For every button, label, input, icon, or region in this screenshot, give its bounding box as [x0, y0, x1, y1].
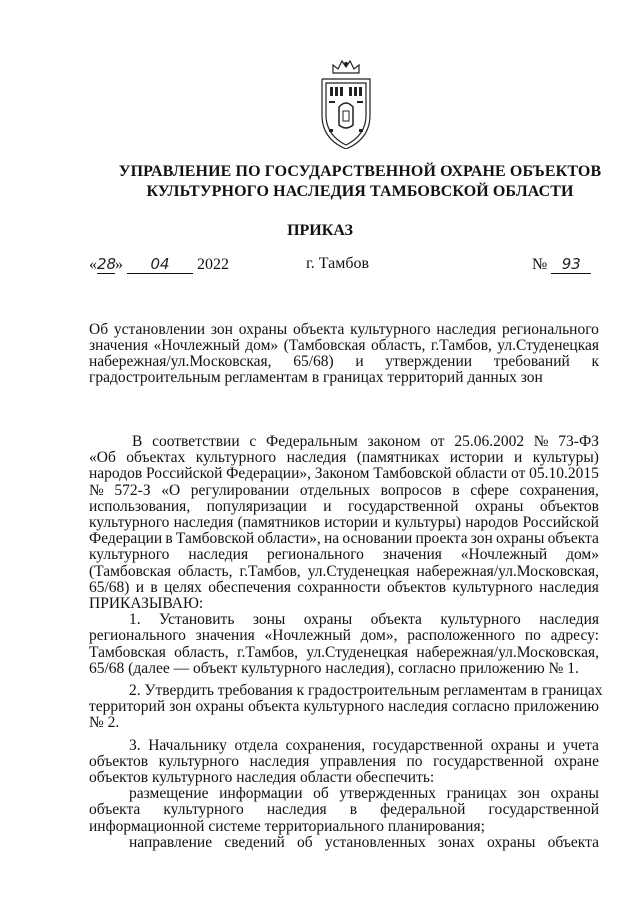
word: г.Тамбов, [430, 337, 492, 354]
word: Тамбовской [373, 465, 452, 483]
word: адресу: [550, 627, 599, 645]
text-line [89, 515, 599, 531]
word: Федеральным [265, 433, 358, 450]
word: «О [161, 481, 181, 499]
text-line: 65/68 (далее — объект культурного наследия), согласно приложению № 1. [89, 659, 579, 677]
word: область, [178, 562, 233, 580]
word: «Ночлежный [264, 627, 351, 645]
word: Федерации [89, 530, 163, 548]
word: культурного [350, 321, 431, 338]
word: наследия [286, 449, 347, 467]
word: проекта [415, 530, 468, 548]
word: охраны [238, 321, 288, 338]
word: Тамбовской [175, 530, 255, 548]
paragraph-preamble [89, 434, 599, 612]
word: регионального [502, 321, 599, 338]
word: область, [174, 643, 229, 661]
word: от [430, 433, 445, 450]
word: приложению [513, 698, 599, 716]
text-line: информационной системе территориального планирования; [89, 817, 485, 835]
order-number [532, 255, 591, 274]
word: культурного [452, 578, 533, 596]
word: об [313, 785, 329, 803]
word: наследия [249, 752, 310, 770]
word: установлении [113, 321, 206, 338]
word: требований [493, 353, 570, 370]
word: наследия [388, 698, 448, 716]
word: по [524, 627, 541, 645]
word: и [382, 514, 391, 532]
word: федеральной [380, 801, 466, 819]
text-line: градостроительным регламентам в границах территорий данных зон [89, 369, 543, 386]
word: объектов [539, 497, 599, 515]
word: и [355, 353, 364, 370]
word: наследия [436, 321, 497, 338]
paragraph-item-3 [89, 738, 599, 851]
word: «Ночлежный [153, 337, 240, 354]
word: наследия [539, 611, 599, 629]
word: 05.10.2015 [529, 465, 599, 483]
word: использования, [89, 497, 191, 515]
text-line [89, 612, 599, 628]
word: (Тамбовская [283, 337, 366, 354]
word: дом», [360, 627, 398, 645]
word: наследия [188, 546, 249, 564]
word: культурного [158, 752, 240, 770]
word: по [406, 752, 423, 770]
text-line [89, 547, 599, 563]
word: 25.06.2002 [454, 433, 525, 450]
date-month: 04 [127, 255, 193, 274]
word: ул.Студенецкая [497, 337, 599, 354]
word: и [546, 736, 556, 754]
word: набережная/ул.Московская, [416, 562, 599, 580]
text-line: № 2. [89, 714, 120, 732]
text-line [89, 738, 599, 754]
order-city: г. Тамбов [306, 255, 370, 272]
order-subject [89, 322, 599, 386]
word: культурного [303, 698, 384, 716]
word: Об [89, 321, 109, 338]
word: размещение [129, 785, 209, 803]
word: охраны [474, 497, 524, 515]
word: и [514, 449, 523, 467]
word: границах [446, 785, 508, 803]
word: объекта [370, 611, 422, 629]
word: 65/68) [89, 578, 130, 596]
word: в [165, 530, 173, 548]
word: культурного [89, 546, 170, 564]
word: ул.Студенецкая [307, 562, 410, 580]
text-line [89, 580, 599, 596]
word: наследия [266, 801, 327, 819]
word: «Ночлежный [460, 546, 548, 564]
word: охраны [550, 785, 599, 803]
word: государственной [433, 752, 544, 770]
word: зонах [438, 833, 475, 851]
text-line [89, 499, 599, 515]
text-line [89, 802, 599, 818]
word: охраны [490, 736, 540, 754]
word: законом [367, 433, 421, 450]
word: сфере [470, 481, 509, 499]
word: область, [370, 337, 426, 354]
word: объекта [293, 321, 345, 338]
text-line [89, 531, 599, 547]
word: охраны [486, 833, 536, 851]
order-title: ПРИКАЗ [287, 222, 353, 239]
agency-name-line: КУЛЬТУРНОГО НАСЛЕДИЯ ТАМБОВСКОЙ ОБЛАСТИ [146, 183, 574, 200]
word: утвержденных [339, 785, 437, 803]
word: объекта [89, 801, 141, 819]
word: культурного [195, 449, 277, 467]
text-line [89, 699, 599, 715]
word: наследия [539, 578, 599, 596]
word: дом» [245, 337, 279, 354]
word: территорий [89, 698, 166, 716]
word: культурного [89, 514, 170, 532]
word: 572-З [114, 481, 151, 499]
word: отдела [234, 736, 279, 754]
order-body [89, 433, 603, 851]
word: зон [210, 321, 233, 338]
word: регулировании [190, 481, 290, 499]
word: 1. [129, 611, 141, 629]
word: набережная/ул.Московская, [89, 353, 272, 370]
word: 3. [129, 736, 141, 754]
word: сохранности [297, 578, 381, 596]
quote-close: » [115, 256, 123, 273]
text-line [89, 786, 599, 802]
text-line [89, 338, 599, 354]
word: к [591, 353, 599, 370]
word: утверждении [385, 353, 473, 370]
text-line [89, 483, 599, 499]
word: популяризации [206, 497, 307, 515]
word: Законом [314, 465, 370, 483]
word: на [323, 530, 340, 548]
word: государственной [372, 736, 484, 754]
word: объектах [126, 449, 186, 467]
word: соответствии [152, 433, 240, 450]
word: обеспечения [208, 578, 291, 596]
word: об [296, 833, 313, 851]
word: (памятников [237, 514, 321, 532]
word: объекта [547, 530, 599, 548]
word: № [533, 433, 549, 450]
word: г.Тамбов, [239, 562, 301, 580]
word: Тамбовская [89, 643, 166, 661]
text-line: ПРИКАЗЫВАЮ: [89, 595, 204, 613]
word: 65/68) [293, 353, 334, 370]
quote-open: « [89, 256, 97, 273]
word: и [135, 578, 145, 596]
word: и [323, 497, 332, 515]
word: зоны [252, 611, 286, 629]
word: охраны [303, 611, 353, 629]
paragraph-item-1 [89, 612, 599, 677]
word: народов [89, 465, 143, 483]
word: области», [257, 530, 321, 548]
word: охраны [495, 530, 545, 548]
word: Федерации», [226, 465, 311, 483]
word: объектов [386, 578, 447, 596]
word: области [455, 465, 508, 483]
word: зон [470, 530, 493, 548]
word: государственной [488, 801, 599, 819]
word: охраны [195, 698, 244, 716]
word: отдельных [299, 481, 370, 499]
word: Установить [159, 611, 235, 629]
word: истории [449, 449, 504, 467]
word: «Об [89, 449, 116, 467]
word: направление [129, 833, 213, 851]
word: объектов [89, 752, 149, 770]
word: В [132, 433, 143, 450]
word: (Тамбовская [89, 562, 171, 580]
word: № [89, 481, 104, 499]
word: целях [164, 578, 202, 596]
word: народов [465, 514, 519, 532]
agency-name-line: УПРАВЛЕНИЕ ПО ГОСУДАРСТВЕННОЙ ОХРАНЕ ОБЪЕКТОВ [118, 163, 602, 180]
text-line [89, 466, 599, 482]
word: зон [169, 698, 192, 716]
text-line [89, 564, 599, 580]
word: значения [89, 337, 149, 354]
date-year: 2022 [197, 256, 229, 273]
text-line [89, 645, 599, 661]
text-line [89, 434, 599, 450]
word: культуры) [532, 449, 599, 467]
word: регионального [267, 546, 364, 564]
word: набережная/ул.Московская, [416, 643, 599, 661]
word: объекта [547, 833, 599, 851]
word: (памятниках [356, 449, 440, 467]
word: учета [562, 736, 599, 754]
word: расположенного [407, 627, 516, 645]
word: объекта [248, 698, 300, 716]
text-line [89, 628, 599, 644]
word: зон [517, 785, 540, 803]
text-line [89, 322, 599, 338]
word: г.Тамбов, [236, 643, 299, 661]
word: наследия [173, 514, 234, 532]
word: охране [554, 752, 599, 770]
word: культурного [163, 801, 244, 819]
word: основании [342, 530, 413, 548]
word: культурного [440, 611, 521, 629]
word: в [150, 578, 158, 596]
word: государственной [348, 497, 459, 515]
word: сохранения, [519, 481, 599, 499]
word: установленных [324, 833, 426, 851]
word: истории [324, 514, 379, 532]
word: вопросов [380, 481, 442, 499]
word: с [249, 433, 257, 450]
word: сведений [224, 833, 285, 851]
word: Российской [522, 514, 599, 532]
number-label: № [532, 256, 548, 273]
date-day: 28 [97, 255, 117, 273]
text-line [89, 754, 599, 770]
word: в [452, 481, 460, 499]
text-line: 2. Утвердить требования к градостроительным регламентам в границах [129, 682, 603, 700]
text-line: объектов культурного наследия области обеспечить: [89, 769, 435, 787]
paragraph-item-2 [89, 682, 603, 732]
text-line [89, 354, 599, 370]
word: Начальнику [148, 736, 227, 754]
word: значения [382, 546, 442, 564]
word: регионального [89, 627, 186, 645]
word: дом» [566, 546, 599, 564]
word: значения [195, 627, 255, 645]
word: Российской [145, 465, 223, 483]
word: согласно [452, 698, 510, 716]
word: 73-ФЗ [558, 433, 599, 450]
word: информации [219, 785, 303, 803]
word: ул.Студенецкая [306, 643, 409, 661]
word: культуры) [394, 514, 461, 532]
word: в [349, 801, 358, 819]
word: сохранения, [285, 736, 366, 754]
number-value: 93 [551, 255, 591, 274]
text-line [89, 835, 599, 851]
text-line [89, 450, 599, 466]
word: от [511, 465, 526, 483]
agency-name [80, 162, 640, 202]
order-date [89, 255, 229, 274]
word: управления [319, 752, 396, 770]
coat-of-arms-emblem [319, 55, 373, 149]
